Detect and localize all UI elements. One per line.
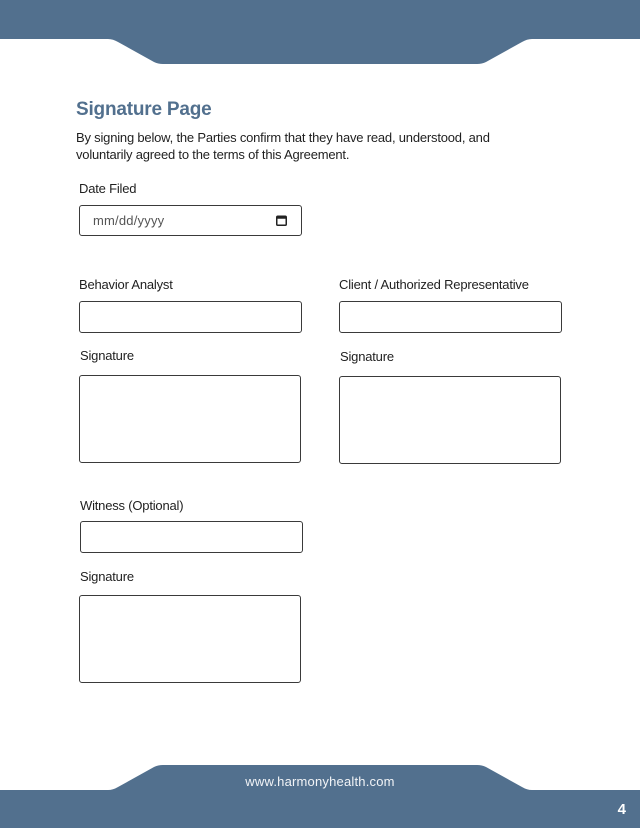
witness-input[interactable] (80, 521, 303, 553)
header-banner (0, 0, 640, 70)
client-signature-label: Signature (340, 349, 394, 364)
date-placeholder: mm/dd/yyyy (93, 213, 165, 228)
witness-label: Witness (Optional) (80, 498, 184, 513)
witness-signature-label: Signature (80, 569, 134, 584)
page-number: 4 (617, 801, 626, 818)
page-title: Signature Page (76, 99, 212, 120)
client-input[interactable] (339, 301, 562, 333)
footer-url: www.harmonyhealth.com (245, 774, 395, 789)
date-filed-input[interactable] (79, 205, 302, 236)
date-filed-label: Date Filed (79, 181, 137, 196)
behavior-analyst-signature-label: Signature (80, 348, 134, 363)
client-signature-box[interactable] (339, 376, 561, 464)
calendar-icon[interactable] (276, 215, 287, 226)
witness-signature-box[interactable] (79, 595, 301, 683)
intro-paragraph: By signing below, the Parties confirm that they have read, understood, and voluntarily agreed to the terms of this Agreement. (76, 130, 490, 162)
behavior-analyst-input[interactable] (79, 301, 302, 333)
client-label: Client / Authorized Representative (339, 277, 529, 292)
behavior-analyst-label: Behavior Analyst (79, 277, 173, 292)
behavior-analyst-signature-box[interactable] (79, 375, 301, 463)
footer-banner (0, 760, 640, 828)
